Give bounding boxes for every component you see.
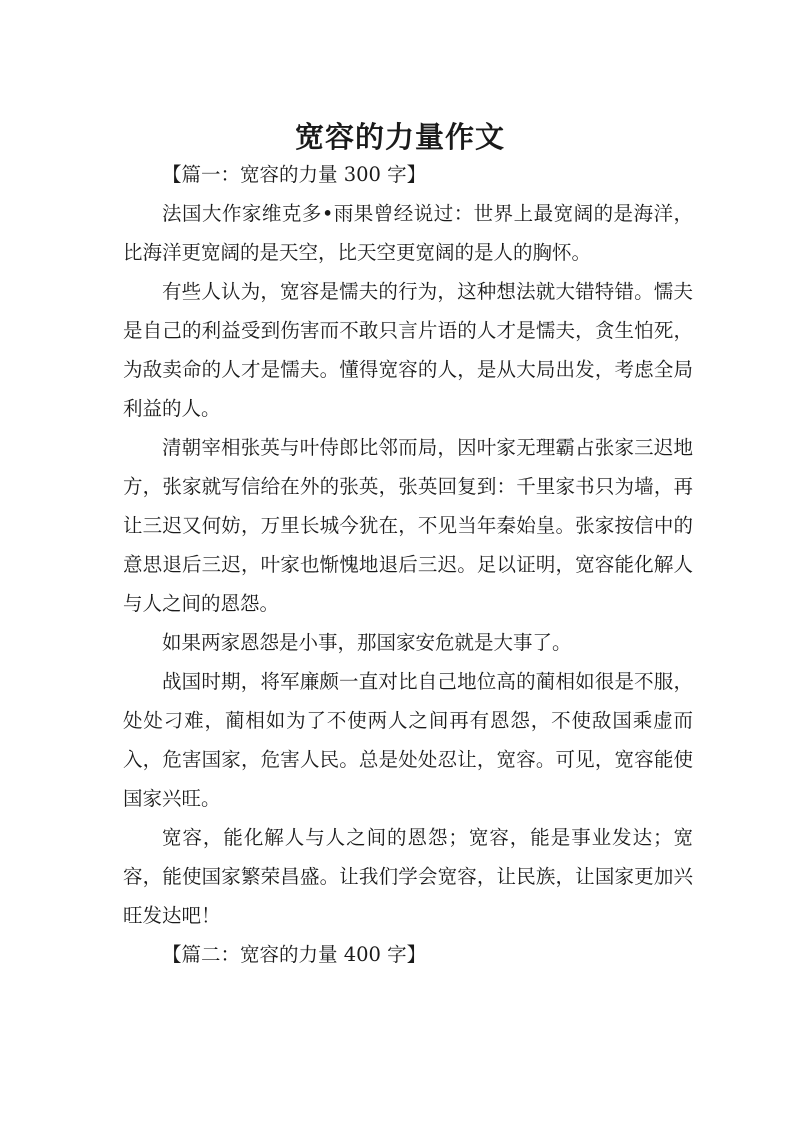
document-title: 宽容的力量作文 bbox=[294, 120, 505, 155]
paragraph: 有些人认为，宽容是懦夫的行为，这种想法就大错特错。懦夫是自己的利益受到伤害而不敢只言片语的人才是懦夫，贪生怕死，为敌卖命的人才是懦夫。懂得宽容的人，是从大局出发，考虑全局利益的人。 bbox=[123, 280, 693, 420]
paragraph: 战国时期，将军廉颇一直对比自己地位高的蔺相如很是不服，处处刁难，蔺相如为了不使两人之间再有恩怨，不使敌国乘虚而入，危害国家，危害人民。总是处处忍让，宽容。可见，宽容能使国家兴旺。 bbox=[123, 670, 693, 810]
paragraph: 法国大作家维克多•雨果曾经说过：世界上最宽阔的是海洋，比海洋更宽阔的是天空，比天空更宽阔的是人的胸怀。 bbox=[123, 202, 693, 264]
paragraph: 宽容，能化解人与人之间的恩怨；宽容，能是事业发达；宽容，能使国家繁荣昌盛。让我们学会宽容，让民族，让国家更加兴旺发达吧！ bbox=[123, 826, 693, 927]
paragraph: 如果两家恩怨是小事，那国家安危就是大事了。 bbox=[162, 631, 572, 654]
section-heading: 【篇二：宽容的力量 400 字】 bbox=[162, 943, 427, 966]
document-body bbox=[123, 155, 693, 974]
paragraph: 清朝宰相张英与叶侍郎比邻而局，因叶家无理霸占张家三迟地方，张家就写信给在外的张英，张英回复到：千里家书只为墙，再让三迟又何妨，万里长城今犹在，不见当年秦始皇。张家按信中的意思退后三迟，叶家也惭愧地退后三迟。足以证明，宽容能化解人与人之间的恩怨。 bbox=[123, 436, 693, 615]
section-heading: 【篇一：宽容的力量 300 字】 bbox=[162, 163, 427, 186]
